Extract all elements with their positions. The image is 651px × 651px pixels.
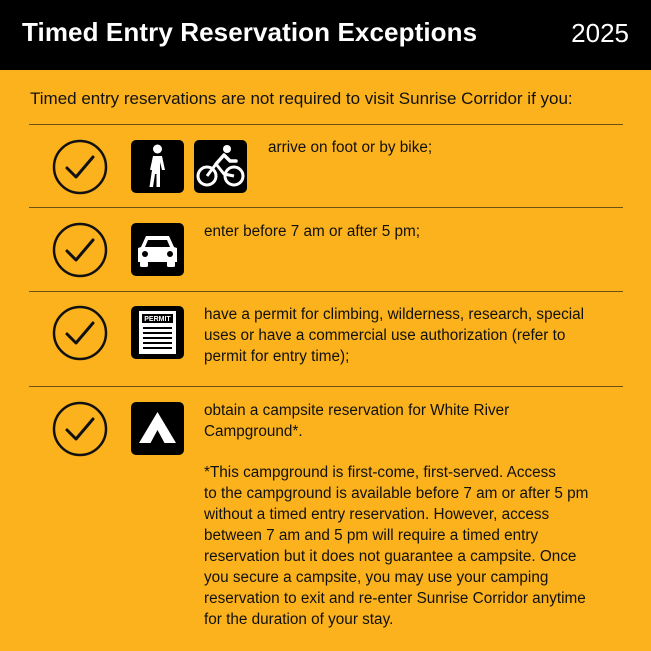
intro-text: Timed entry reservations are not required to visit Sunrise Corridor if you:: [30, 89, 573, 108]
exception-text: arrive on foot or by bike;: [268, 139, 433, 156]
campground-note: for the duration of your stay.: [204, 611, 394, 628]
divider: [29, 124, 623, 125]
campground-note: between 7 am and 5 pm will require a timed entry: [204, 527, 539, 544]
campground-note: you secure a campsite, you may use your camping: [204, 569, 549, 586]
campground-note: reservation to exit and re-enter Sunrise Corridor anytime: [204, 590, 586, 607]
checkmark-icon: [52, 401, 108, 457]
exception-text: enter before 7 am or after 5 pm;: [204, 223, 420, 240]
campground-note: reservation but it does not guarantee a campsite. Once: [204, 548, 577, 565]
checkmark-icon: [52, 139, 108, 195]
exception-text: obtain a campsite reservation for White River: [204, 402, 510, 419]
checkmark-icon: [52, 222, 108, 278]
tent-icon: [131, 402, 184, 455]
pedestrian-icon: [131, 140, 184, 193]
exception-text: uses or have a commercial use authorization (refer to: [204, 327, 566, 344]
permit-label: PERMIT: [144, 316, 171, 323]
checkmark-icon: [52, 305, 108, 361]
permit-icon: [131, 306, 184, 359]
exception-text: have a permit for climbing, wilderness, research, special: [204, 306, 585, 323]
car-icon: [131, 223, 184, 276]
divider: [29, 207, 623, 208]
campground-note: without a timed entry reservation. However, access: [204, 506, 550, 523]
exception-text: permit for entry time);: [204, 348, 350, 365]
exception-text: Campground*.: [204, 423, 303, 440]
page-title: Timed Entry Reservation Exceptions: [22, 17, 478, 47]
divider: [29, 291, 623, 292]
campground-note: to the campground is available before 7 am or after 5 pm: [204, 485, 589, 502]
year-label: 2025: [571, 18, 629, 48]
divider: [29, 386, 623, 387]
header-bar: [0, 0, 651, 70]
bicycle-icon: [194, 140, 247, 193]
campground-note: *This campground is first-come, first-served. Access: [204, 464, 556, 481]
